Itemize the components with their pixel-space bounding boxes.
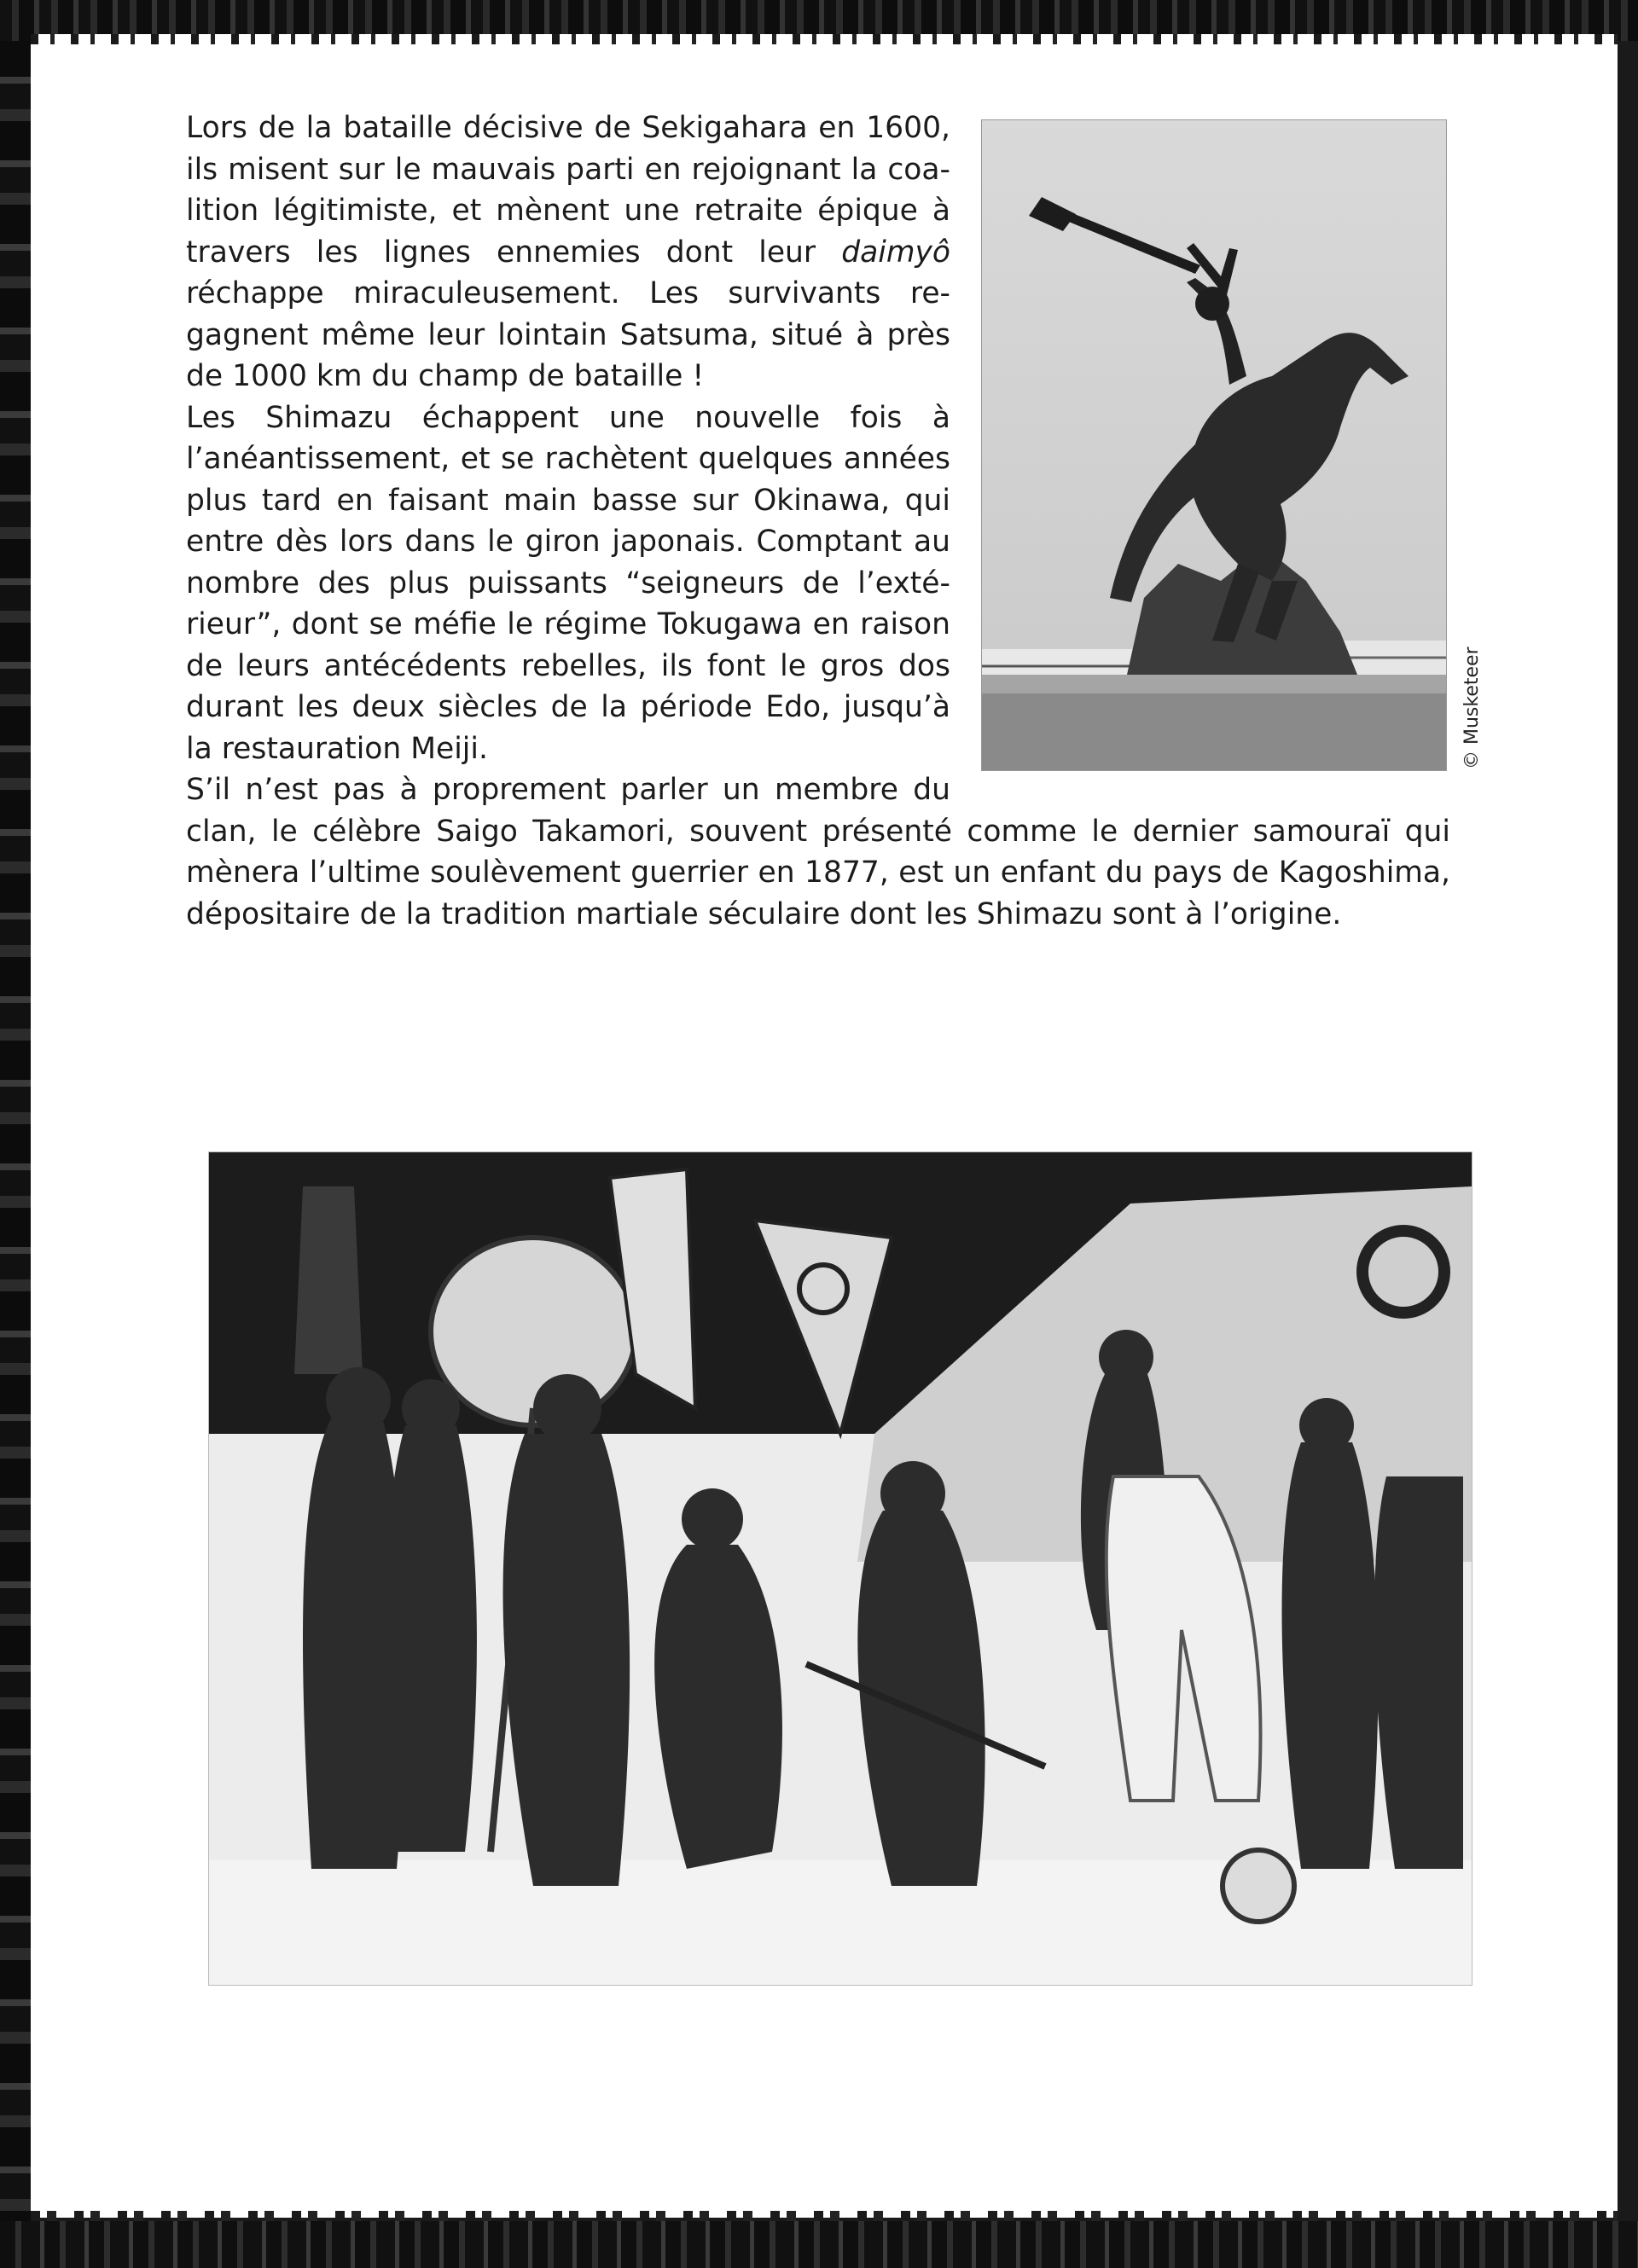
paragraph-1-end: réchappe miraculeusement. Les survivants regagnent même leur lointain Satsuma, situé à près de 1000 km du champ de bataille ! <box>186 276 950 393</box>
page-frame-bottom <box>0 2221 1638 2268</box>
paragraph-3: S’il n’est pas à proprement parler un membre du clan, le célèbre Saigo Takamori, souvent présenté comme le dernier samouraï qui mènera l’ultime soulèvement guerrier en 1877, est un enfant du pays de Kagoshima, dépositaire de la tradition martiale séculaire dont les Shimazu sont à l’origine. <box>186 773 1450 931</box>
page-edge-bottom <box>31 2211 1618 2221</box>
statue-photo <box>981 119 1447 771</box>
samurai-engraving-illustration <box>208 1151 1472 1986</box>
page-frame-left <box>0 0 34 2268</box>
daimyo-term: daimyô <box>841 235 950 270</box>
paragraph-2: Les Shimazu échappent une nouvelle fois à l’anéantissement, et se rachètent quelques années plus tard en faisant main basse sur Okinawa, qui entre dès lors dans le giron japonais. Comptant au nombre des plus puissants “seigneurs de l’extérieur”, dont se méfie le régime Tokugawa en raison de leurs antécédents rebelles, ils font le gros dos durant les deux siècles de la période Edo, jusqu’à la restauration Meiji. <box>186 400 950 766</box>
statue-photo-container <box>981 119 1483 783</box>
article-text <box>186 107 1483 935</box>
paragraph-1-text: Lors de la bataille décisive de Sekigahara en 1600, ils misent sur le mauvais parti en rejoignant la coalition légitimiste, et mènent une retraite épique à travers les lignes ennemies dont leur <box>186 111 950 270</box>
photo-credit: © Musketeer <box>1461 647 1483 769</box>
page-edge-top <box>31 34 1618 44</box>
